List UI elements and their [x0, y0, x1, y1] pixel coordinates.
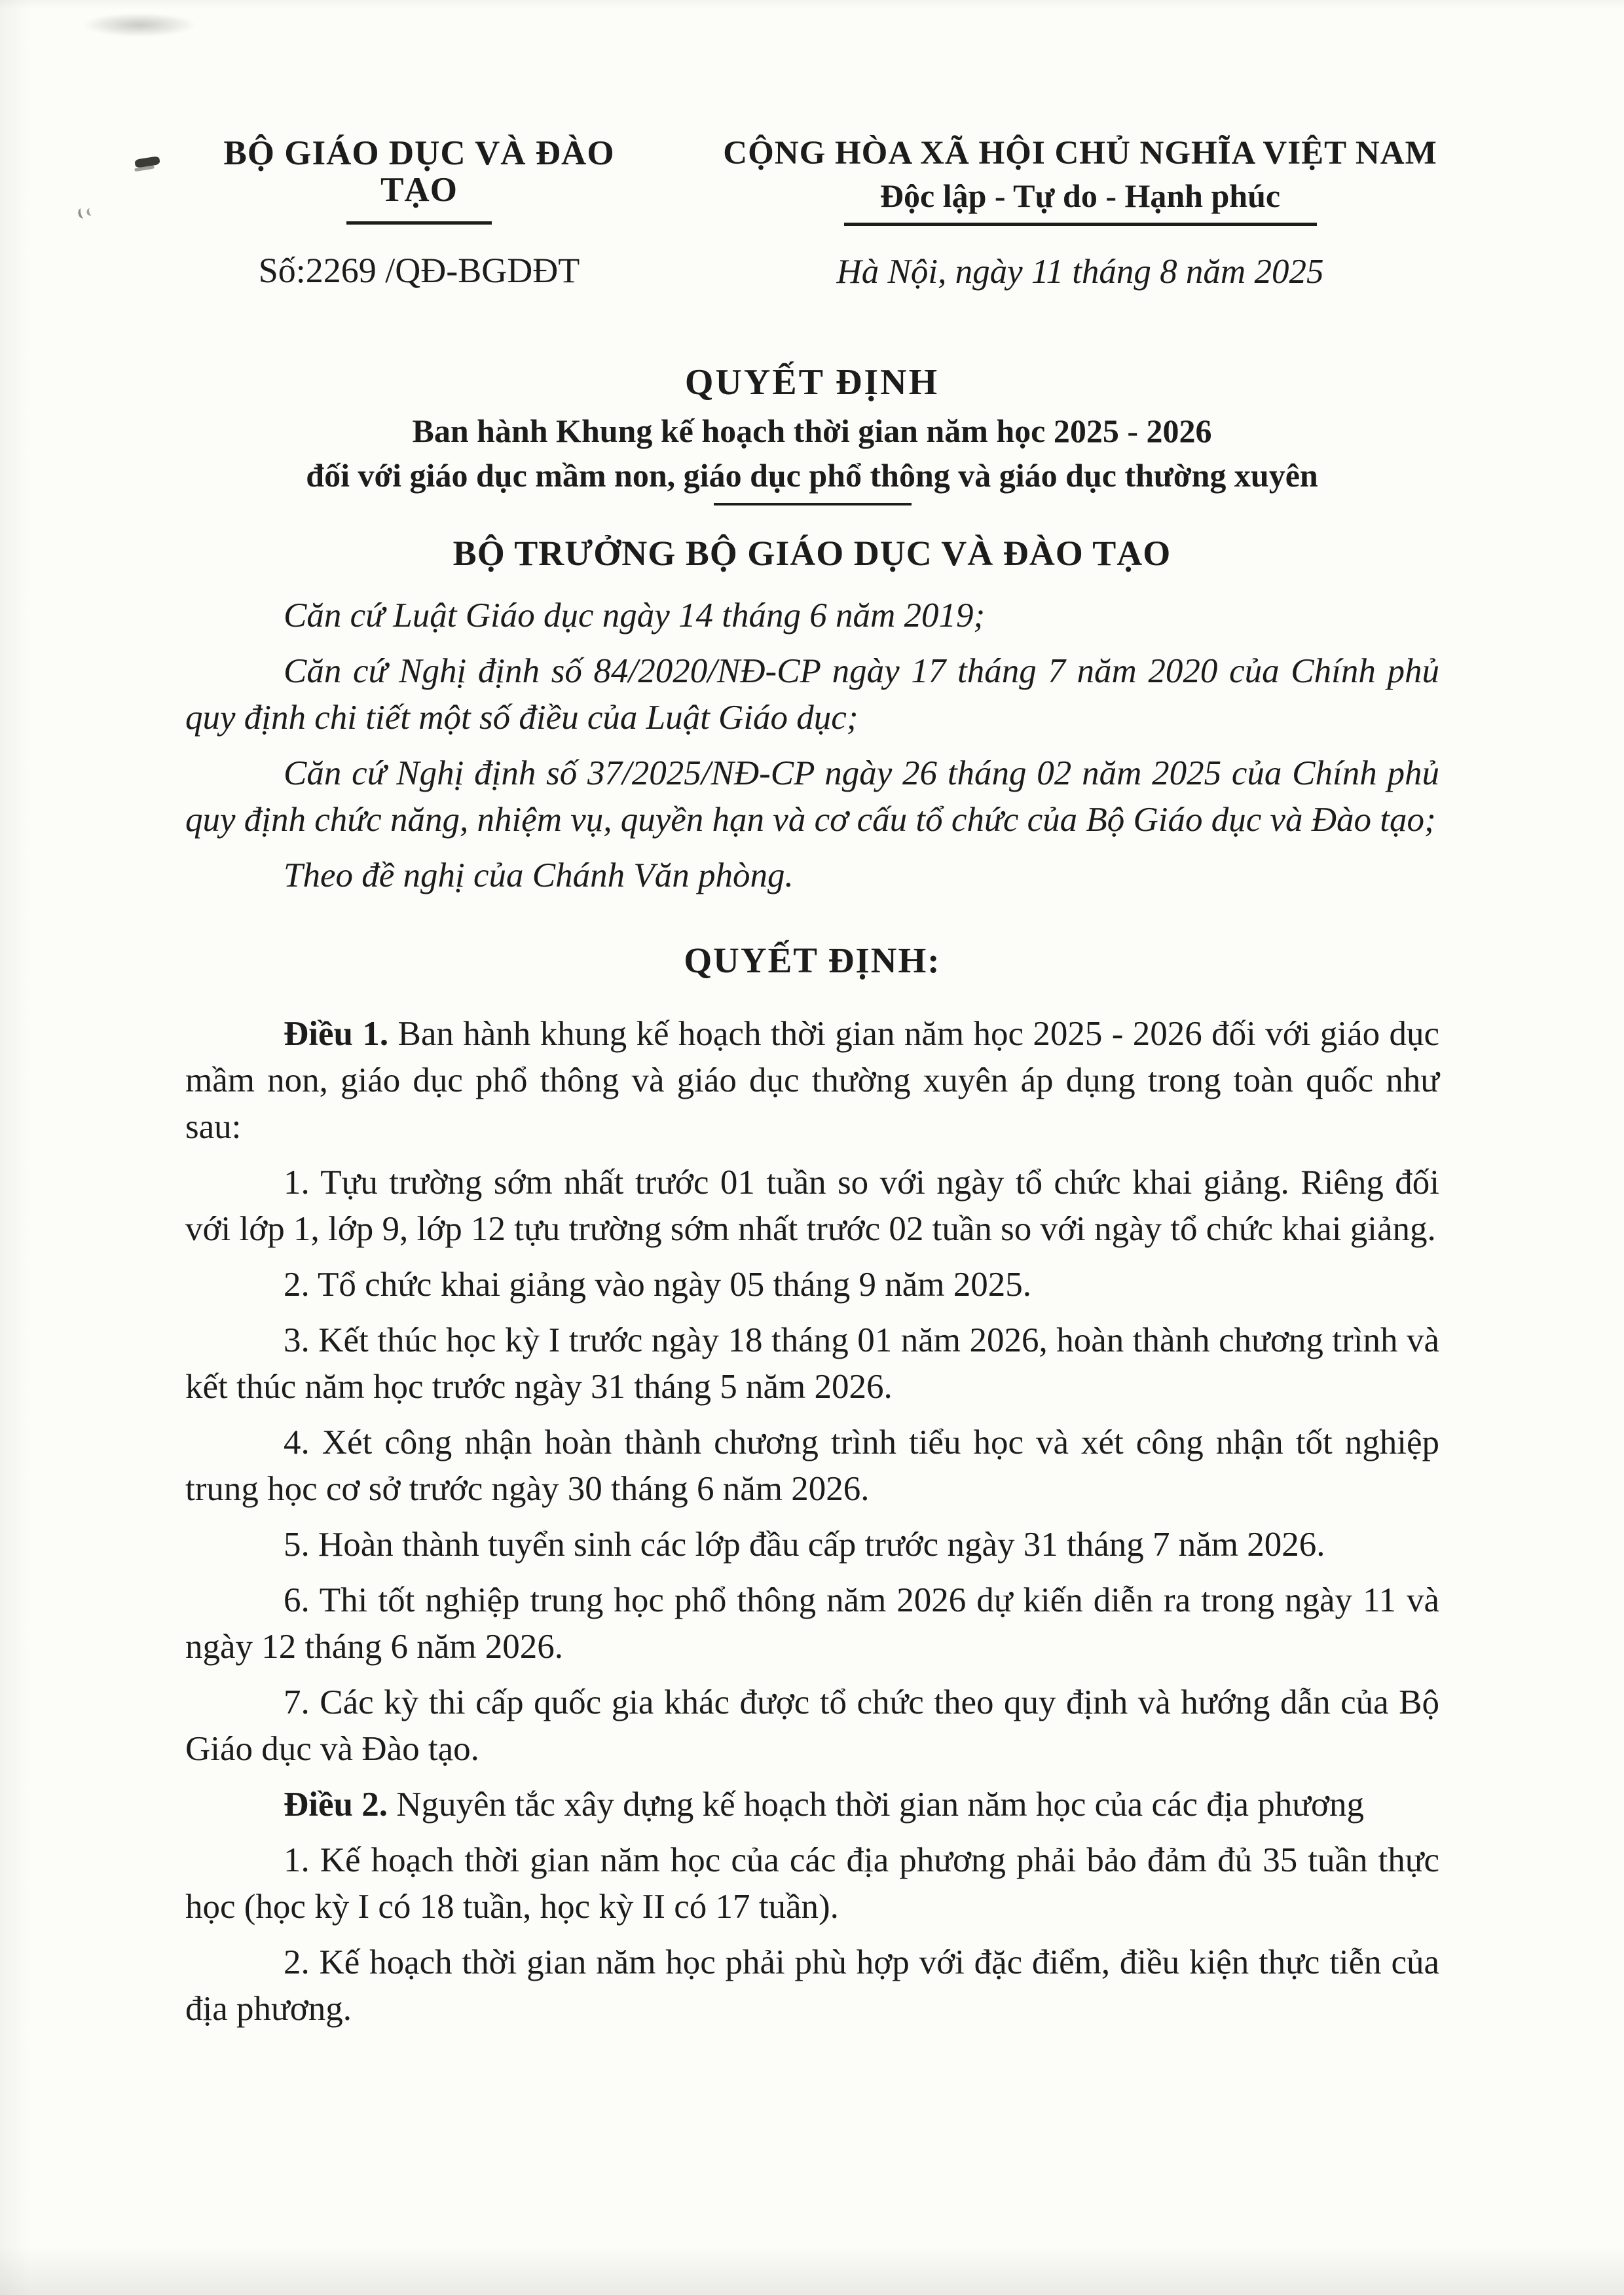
- page-edge-shading-bottom: [0, 2246, 1624, 2295]
- preamble-paragraph: Căn cứ Nghị định số 37/2025/NĐ-CP ngày 26 tháng 02 năm 2025 của Chính phủ quy định chức năng, nhiệm vụ, quyền hạn và cơ cấu tổ chức của Bộ Giáo dục và Đào tạo;: [185, 754, 1439, 839]
- resolution-heading: QUYẾT ĐỊNH:: [684, 940, 941, 980]
- document-number: Số:2269 /QĐ-BGDĐT: [258, 251, 580, 290]
- article-item-paragraph: 1. Kế hoạch thời gian năm học của các địa phương phải bảo đảm đủ 35 tuần thực học (học kỳ I có 18 tuần, học kỳ II có 17 tuần).: [185, 1841, 1439, 1926]
- page-edge-shading-left: [0, 0, 29, 2295]
- article-item-paragraph: 1. Tựu trường sớm nhất trước 01 tuần so với ngày tổ chức khai giảng. Riêng đối với lớp 1, lớp 9, lớp 12 tựu trường sớm nhất trước 02 tuần so với ngày tổ chức khai giảng.: [185, 1164, 1439, 1248]
- document-body: [185, 593, 1439, 2032]
- subject-line-1: Ban hành Khung kế hoạch thời gian năm học 2025 - 2026: [412, 413, 1212, 449]
- org-underline: [346, 221, 492, 225]
- subject-line-2: đối với giáo dục mầm non, giáo dục phổ thông và giáo dục thường xuyên: [306, 457, 1318, 494]
- article-heading-paragraph: Điều 2. Nguyên tắc xây dựng kế hoạch thời gian năm học của các địa phương: [284, 1786, 1365, 1824]
- national-title: CỘNG HÒA XÃ HỘI CHỦ NGHĨA VIỆT NAM: [723, 135, 1437, 172]
- scan-smudge: [84, 13, 195, 37]
- article-item-paragraph: 2. Tổ chức khai giảng vào ngày 05 tháng 9 năm 2025.: [284, 1266, 1031, 1304]
- preamble: [185, 593, 1439, 899]
- article-item-paragraph: 7. Các kỳ thi cấp quốc gia khác được tổ chức theo quy định và hướng dẫn của Bộ Giáo dục và Đào tạo.: [185, 1683, 1439, 1768]
- article-label: Điều 2.: [284, 1786, 388, 1824]
- articles: [185, 1011, 1439, 2032]
- article-label: Điều 1.: [284, 1015, 389, 1053]
- header-left: [190, 135, 648, 225]
- preamble-paragraph: Theo đề nghị của Chánh Văn phòng.: [284, 856, 794, 894]
- article-item-paragraph: 6. Thi tốt nghiệp trung học phổ thông năm 2026 dự kiến diễn ra trong ngày 11 và ngày 12 tháng 6 năm 2026.: [185, 1581, 1439, 1666]
- issuing-org-name: BỘ GIÁO DỤC VÀ ĐÀO TẠO: [223, 134, 615, 209]
- preamble-paragraph: Căn cứ Luật Giáo dục ngày 14 tháng 6 năm 2019;: [284, 597, 986, 634]
- national-motto: Độc lập - Tự do - Hạnh phúc: [879, 177, 1281, 214]
- motto-underline: [844, 223, 1317, 226]
- article-item-paragraph: 5. Hoàn thành tuyển sinh các lớp đầu cấp trước ngày 31 tháng 7 năm 2026.: [284, 1526, 1325, 1564]
- scan-ink-dash: [134, 156, 160, 168]
- preamble-paragraph: Căn cứ Nghị định số 84/2020/NĐ-CP ngày 17 tháng 7 năm 2020 của Chính phủ quy định chi tiết một số điều của Luật Giáo dục;: [185, 652, 1439, 737]
- article-item-paragraph: 2. Kế hoạch thời gian năm học phải phù hợp với đặc điểm, điều kiện thực tiễn của địa phương.: [185, 1943, 1439, 2028]
- article-heading-paragraph: Điều 1. Ban hành khung kế hoạch thời gian năm học 2025 - 2026 đối với giáo dục mầm non, giáo dục phổ thông và giáo dục thường xuyên áp dụng trong toàn quốc như sau:: [185, 1015, 1439, 1146]
- header-right: [715, 135, 1445, 226]
- scan-pencil-tick: [77, 205, 98, 223]
- article-item-paragraph: 3. Kết thúc học kỳ I trước ngày 18 tháng 01 năm 2026, hoàn thành chương trình và kết thúc năm học trước ngày 31 tháng 5 năm 2026.: [185, 1321, 1439, 1406]
- issuer-title: BỘ TRƯỞNG BỘ GIÁO DỤC VÀ ĐÀO TẠO: [452, 534, 1172, 573]
- article-item-paragraph: 4. Xét công nhận hoàn thành chương trình tiểu học và xét công nhận tốt nghiệp trung học cơ sở trước ngày 30 tháng 6 năm 2026.: [185, 1423, 1439, 1508]
- page-edge-shading-top: [0, 0, 1624, 9]
- title-underline: [714, 503, 912, 505]
- document-type-title: QUYẾT ĐỊNH: [684, 362, 940, 403]
- place-and-date: Hà Nội, ngày 11 tháng 8 năm 2025: [836, 253, 1324, 291]
